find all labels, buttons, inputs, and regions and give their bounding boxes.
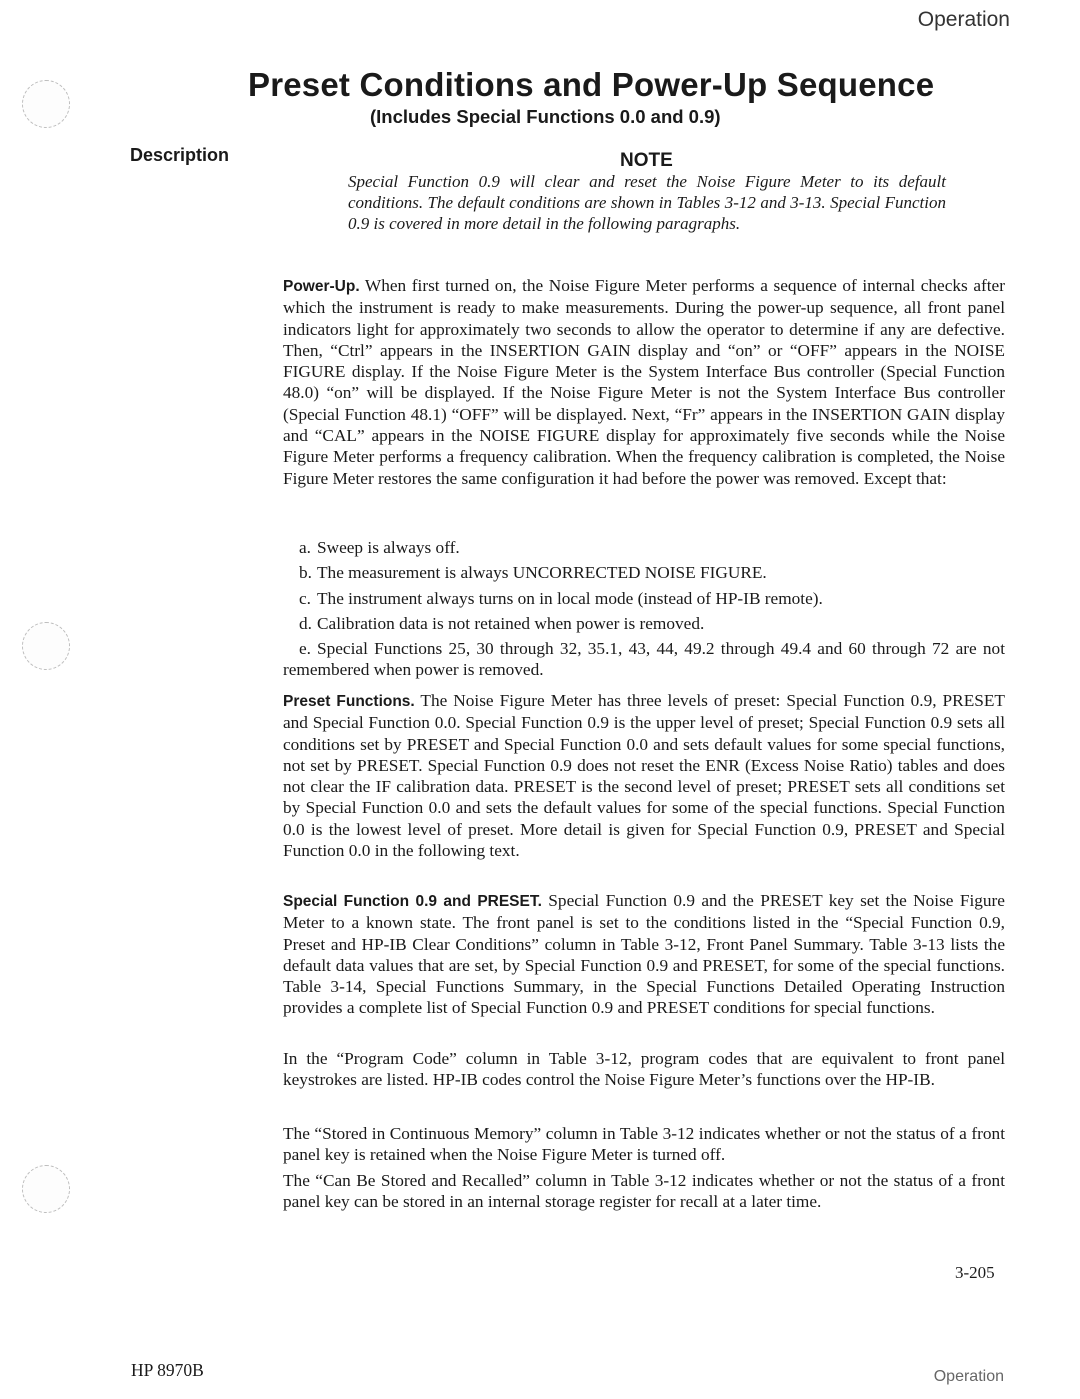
punch-hole-top: [22, 80, 70, 128]
running-header: Operation: [917, 8, 1010, 31]
program-code-paragraph: In the “Program Code” column in Table 3-12, program codes that are equivalent to front panel keystrokes are listed. HP-IB codes control the Noise Figure Meter’s functions over the HP-IB.: [283, 1049, 1005, 1090]
stored-recalled-paragraph: The “Can Be Stored and Recalled” column in Table 3-12 indicates whether or not the status of a front panel key can be stored in an internal storage register for recall at a later time.: [283, 1171, 1005, 1212]
footer-section: Operation: [933, 1368, 1004, 1385]
list-item: b. The measurement is always UNCORRECTED NOISE FIGURE.: [299, 563, 767, 583]
note-text: Special Function 0.9 will clear and reset the Noise Figure Meter to its default conditions. The default conditions are shown in Tables 3-12 and 3-13. Special Function 0.9 is covered in more detail in the following paragraphs.: [348, 172, 946, 233]
list-item: a. Sweep is always off.: [299, 538, 460, 557]
list-item: d. Calibration data is not retained when power is removed.: [299, 613, 705, 633]
page-subtitle: (Includes Special Functions 0.0 and 0.9): [370, 106, 721, 127]
page-title: Preset Conditions and Power-Up Sequence: [248, 66, 935, 103]
footer-model: HP 8970B: [131, 1360, 204, 1380]
page-number: 3-205: [955, 1263, 995, 1282]
punch-hole-bottom: [22, 1165, 70, 1213]
preset-functions-body: The Noise Figure Meter has three levels of preset: Special Function 0.9, PRESET and Special Function 0.0. Special Function 0.9 is the upper level of preset; Special Function 0.9 sets all conditions set by PRESET and Special Function 0.0 and sets default values for some special functions, not set by PRESET. Special Function 0.9 does not reset the ENR (Excess Noise Ratio) tables and does not clear the IF calibration data. PRESET is the second level of preset; PRESET sets all conditions set by Special Function 0.0 and sets the default values for some of the special functions. Special Function 0.0 is the lowest level of preset. More detail is given for Special Function 0.9, PRESET and Special Function 0.0 in the following text.: [283, 691, 1005, 861]
power-up-body: When first turned on, the Noise Figure Meter performs a sequence of internal checks after which the instrument is ready to make measurements. During the power-up sequence, all front panel indicators light for approximately two seconds to allow the operator to determine if any are defective. Then, “Ctrl” appears in the INSERTION GAIN display and “on” or “OFF” appears in the NOISE FIGURE display. If the Noise Figure Meter is the System Interface Bus controller (Special Function 48.0) “on” will be displayed. If the Noise Figure Meter is not the System Interface Bus controller (Special Function 48.1) “OFF” will be displayed. Next, “Fr” appears in the INSERTION GAIN display and “CAL” appears in the NOISE FIGURE display for approximately five seconds while the Noise Figure Meter performs a frequency calibration. When the frequency calibration is completed, the Noise Figure Meter restores the same configuration it had before the power was removed. Except that:: [283, 276, 1005, 488]
preset-functions-lead: Preset Functions.: [283, 693, 415, 710]
note-heading: NOTE: [620, 150, 673, 171]
power-up-lead: Power-Up.: [283, 278, 360, 295]
list-item: e. Special Functions 25, 30 through 32, 35.1, 43, 44, 49.2 through 49.4 and 60 through 72 are not remembered when power is removed.: [283, 639, 1005, 680]
power-up-exceptions-list: [283, 537, 1005, 685]
sf09-preset-body: Special Function 0.9 and the PRESET key set the Noise Figure Meter to a known state. The front panel is set to the conditions listed in the “Special Function 0.9, Preset and HP-IB Clear Conditions” column in Table 3-12, Front Panel Summary. Table 3-13 lists the default data values that are set, by Special Function 0.9 and PRESET, for some of the special functions. Table 3-14, Special Functions Summary, in the Special Functions Detailed Operating Instruction provides a complete list of Special Function 0.9 and PRESET conditions for special functions.: [283, 891, 1005, 1018]
preset-functions-paragraph: [283, 690, 1005, 861]
side-heading: Description: [130, 145, 230, 165]
sf09-preset-lead: Special Function 0.9 and PRESET.: [283, 893, 542, 910]
stored-memory-paragraph: The “Stored in Continuous Memory” column in Table 3-12 indicates whether or not the status of a front panel key is retained when the Noise Figure Meter is turned off.: [283, 1124, 1005, 1165]
sf09-preset-paragraph: [283, 890, 1005, 1019]
punch-hole-middle: [22, 622, 70, 670]
power-up-paragraph: [283, 275, 1005, 489]
list-item: c. The instrument always turns on in local mode (instead of HP-IB remote).: [299, 588, 823, 608]
